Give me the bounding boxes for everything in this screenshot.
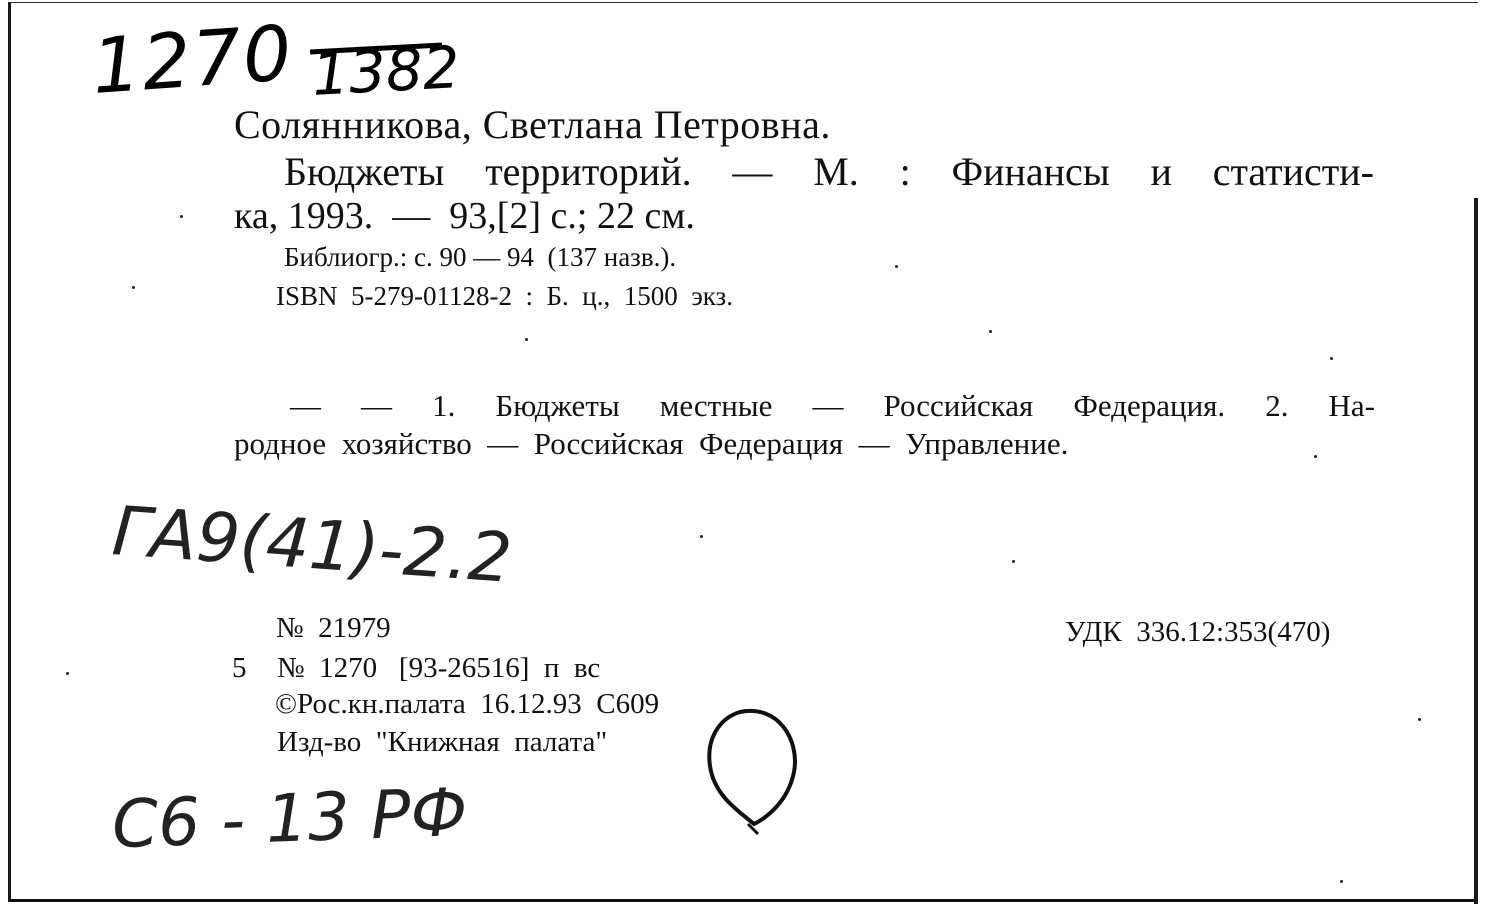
author: Солянникова, Светлана Петровна. (234, 102, 831, 147)
subjects-line-1 (290, 390, 1375, 421)
ink-speck (1418, 718, 1421, 721)
subject-word: 2. (1265, 388, 1289, 423)
subject-word: — (812, 388, 844, 423)
publisher-line: Изд-во "Книжная палата" (277, 726, 608, 758)
title-word: — (732, 149, 773, 194)
ink-speck (700, 535, 703, 538)
ink-speck (895, 265, 898, 268)
ink-speck (66, 672, 69, 675)
ink-speck (1340, 880, 1343, 883)
subject-word: — (361, 388, 393, 423)
title-word: : (899, 149, 911, 194)
subject-word: 1. (432, 388, 456, 423)
ink-speck (1012, 560, 1015, 563)
subject-word: — (290, 388, 321, 423)
title-word: Бюджеты (284, 149, 445, 194)
registration-number: № 1270 [93-26516] п вс (277, 652, 601, 684)
subject-word: Федерация. (1073, 388, 1226, 423)
title-word: и (1150, 149, 1172, 194)
subject-word: местные (659, 388, 773, 423)
copy-count: 5 (232, 652, 247, 684)
title-word: статисти- (1212, 149, 1374, 194)
handwritten-number-2: 1382 (310, 33, 462, 109)
handwritten-number: 1270 (89, 8, 297, 111)
ink-speck (1330, 357, 1333, 360)
subject-word: На- (1328, 388, 1375, 423)
ink-speck (132, 286, 135, 289)
pen-loop-mark (700, 700, 810, 840)
card-border-right (1474, 198, 1478, 904)
handwritten-shelfmark: ГА9(41)-2.2 (109, 492, 515, 599)
title-word: территорий. (485, 149, 692, 194)
ink-speck (525, 338, 528, 341)
title-line-2: ка, 1993. — 93,[2] с.; 22 см. (234, 195, 695, 237)
subjects-line-2: родное хозяйство — Российская Федерация — Управление. (234, 426, 1069, 461)
bibliography-note: Библиогр.: с. 90 — 94 (137 назв.). (284, 242, 677, 272)
record-number: № 21979 (276, 612, 391, 644)
ink-speck (989, 330, 992, 333)
subject-word: Российская (883, 388, 1034, 423)
ink-speck (180, 215, 183, 218)
handwritten-code: С6 - 13 РФ (110, 773, 469, 864)
isbn-line: ISBN 5-279-01128-2 : Б. ц., 1500 экз. (276, 281, 733, 311)
title-word: Финансы (951, 149, 1110, 194)
subject-word: Бюджеты (495, 388, 620, 423)
udk-code: УДК 336.12:353(470) (1065, 616, 1331, 648)
ink-speck (1314, 455, 1317, 458)
title-word: М. (813, 149, 859, 194)
title-line-1 (284, 149, 1374, 194)
copyright-line: ©Рос.кн.палата 16.12.93 С609 (275, 688, 660, 720)
